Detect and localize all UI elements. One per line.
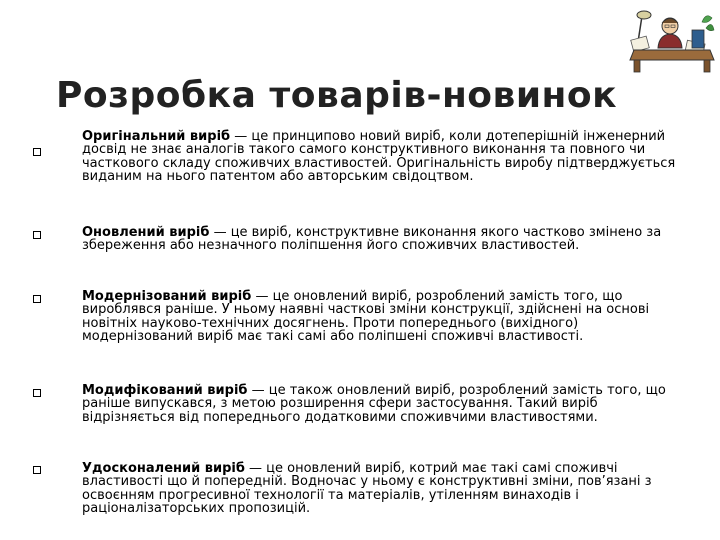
bullet-item (82, 384, 692, 424)
bullet-term: Модифікований виріб (82, 383, 248, 398)
bullet-term: Удосконалений виріб (82, 461, 245, 476)
bullet-item (82, 290, 692, 344)
bullet-description: — це виріб, конструктивне виконання якого частково змінено за збереження або незначного поліпшення його споживчих властивостей. (82, 225, 662, 254)
bullet-item (82, 462, 692, 516)
bullet-description: — це також оновлений виріб, розроблений замість того, що раніше випускався, з метою розширення сфери застосування. Такий виріб відрізняється від попереднього додатковими споживчими властивостями. (82, 383, 666, 425)
bullet-marker-icon (33, 466, 41, 474)
bullet-item (82, 130, 692, 184)
bullet-description: — це оновлений виріб, котрий має такі самі споживчі властивості що й попередній. Водночас у ньому є конструктивні зміни, пов’язані з освоєнням прогресивної технології та матеріалів, утіленням винаходів і раціоналізаторських пропозицій. (82, 461, 652, 517)
bullet-marker-icon (33, 231, 41, 239)
clerk-at-desk-clipart (626, 2, 718, 74)
slide-title: Розробка товарів-новинок (56, 75, 618, 116)
bullet-marker-icon (33, 148, 41, 156)
bullet-description: — це оновлений виріб, розроблений замість того, що вироблявся раніше. У ньому наявні часткові зміни конструкції, здійснені на основі новітніх науково-технічних досягнень. Проти попереднього (вихідного) модернізований виріб має такі самі або поліпшені споживчі властивості. (82, 289, 650, 345)
bullet-term: Оригінальний виріб (82, 129, 231, 144)
bullet-description: — це принципово новий виріб, коли дотеперішній інженерний досвід не знає аналогів такого самого конструктивного виконання та повного чи часткового складу споживчих властивостей. Оригінальність виробу підтверджується виданим на нього патентом або авторським свідоцтвом. (82, 129, 676, 185)
bullet-item (82, 226, 692, 253)
bullet-term: Оновлений виріб (82, 225, 210, 240)
bullet-marker-icon (33, 389, 41, 397)
bullet-marker-icon (33, 295, 41, 303)
bullet-term: Модернізований виріб (82, 289, 252, 304)
